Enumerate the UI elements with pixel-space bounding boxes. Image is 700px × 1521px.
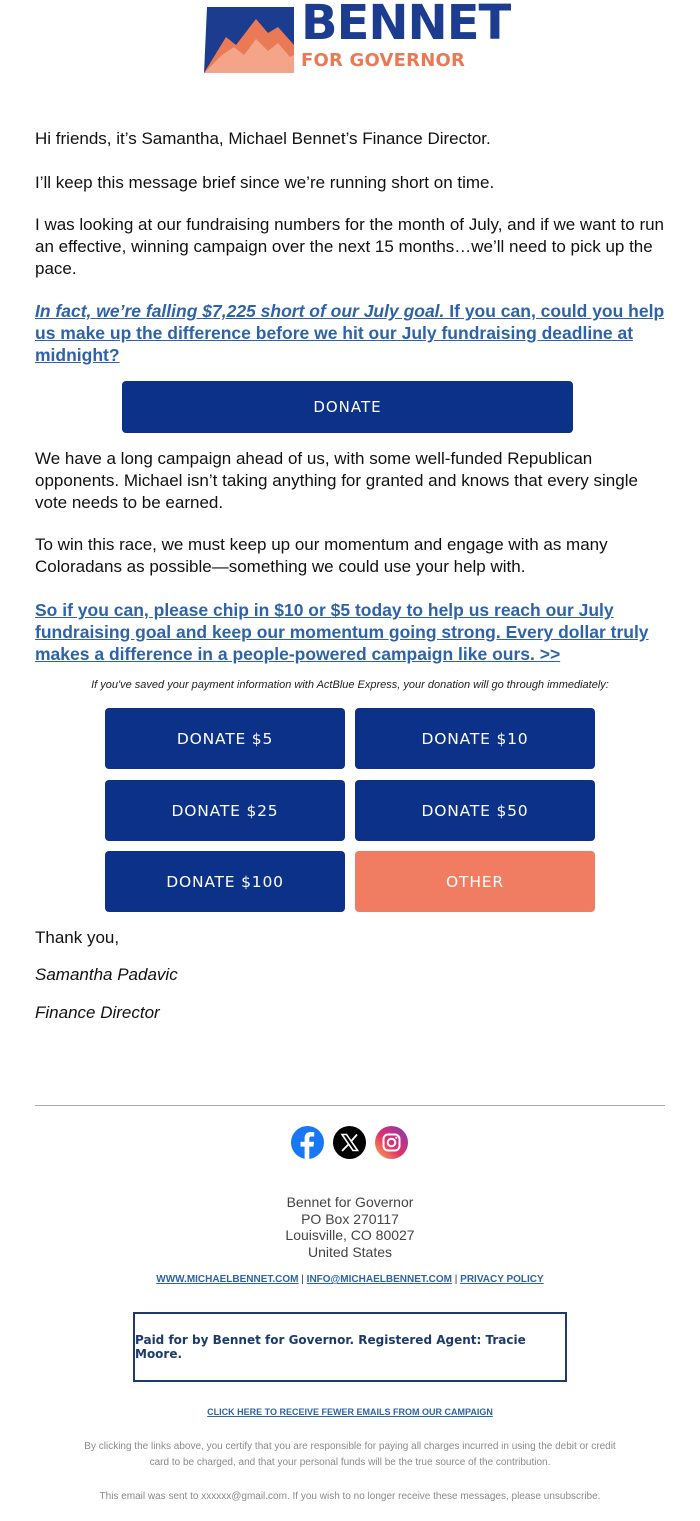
donate-10-button[interactable]: DONATE $10 <box>355 708 595 769</box>
campaign-paragraph: We have a long campaign ahead of us, with some well-funded Republican opponents. Michael isn’t taking anything for granted and knows that every single vote needs to be earned. <box>35 449 638 512</box>
shortfall-rest: If you can, could you help us make up the difference before we hit our July fundraising deadline at midnight? <box>35 301 665 365</box>
signer-name: Samantha Padavic <box>35 965 178 984</box>
brief-paragraph: I’ll keep this message brief since we’re running short on time. <box>35 173 495 192</box>
link-separator: | <box>301 1274 304 1285</box>
paid-for-text: Paid for by Bennet for Governor. Registered Agent: Tracie Moore. <box>135 1333 526 1361</box>
x-icon[interactable] <box>333 1126 366 1159</box>
facebook-icon[interactable] <box>291 1126 324 1159</box>
email-link[interactable]: INFO@MICHAELBENNET.COM <box>306 1274 452 1285</box>
shortfall-emphasis: In fact, we’re falling $7,225 short of our July goal. <box>35 301 445 321</box>
donate-25-button[interactable]: DONATE $25 <box>105 780 345 841</box>
address-line-2: PO Box 270117 <box>301 1211 399 1227</box>
actblue-express-note: If you've saved your payment information with ActBlue Express, your donation will go through immediately: <box>91 679 609 691</box>
link-separator: | <box>454 1274 458 1285</box>
donate-other-button[interactable]: OTHER <box>355 851 595 912</box>
paid-for-disclaimer <box>133 1312 567 1382</box>
footer-links <box>0 1274 700 1285</box>
fewer-emails-link[interactable]: CLICK HERE TO RECEIVE FEWER EMAILS FROM OUR CAMPAIGN <box>207 1407 493 1417</box>
logo-wordmark: BENNET <box>301 0 511 51</box>
logo-subtitle: FOR GOVERNOR <box>301 50 466 71</box>
numbers-paragraph: I was looking at our fundraising numbers for the month of July, and if we want to run an effective, winning campaign over the next 15 months…we’ll need to pick up the pace. <box>35 215 665 278</box>
sent-to-notice: This email was sent to xxxxxx@gmail.com. If you wish to no longer receive these messages, please unsubscribe. <box>99 1491 601 1502</box>
shortfall-donate-link[interactable] <box>35 300 665 366</box>
thanks-text: Thank you, <box>35 928 120 947</box>
chip-in-link[interactable]: So if you can, please chip in $10 or $5 today to help us reach our July fundraising goal and keep our momentum going strong. Every dollar truly makes a difference in a people-powered campaign like ours. >> <box>35 600 649 664</box>
mountain-logo-mark <box>204 5 296 75</box>
donate-100-button[interactable]: DONATE $100 <box>105 851 345 912</box>
donate-5-button[interactable]: DONATE $5 <box>105 708 345 769</box>
address-line-4: United States <box>307 1244 393 1260</box>
bennet-logo <box>204 0 511 75</box>
footer-divider <box>35 1105 665 1106</box>
legal-certification: By clicking the links above, you certify that you are responsible for paying all charges incurred in using the debit or credit card to be charged, and that your personal funds will be the true source of the contribution. <box>84 1441 616 1468</box>
address-line-3: Louisville, CO 80027 <box>285 1227 415 1243</box>
intro-paragraph: Hi friends, it’s Samantha, Michael Bennet’s Finance Director. <box>35 129 491 148</box>
momentum-paragraph: To win this race, we must keep up our momentum and engage with as many Coloradans as possible—something we could use your help with. <box>35 535 608 576</box>
website-link[interactable]: WWW.MICHAELBENNET.COM <box>156 1274 299 1285</box>
instagram-icon[interactable] <box>375 1126 408 1159</box>
donate-button[interactable]: DONATE <box>122 381 573 433</box>
signer-title: Finance Director <box>35 1003 160 1022</box>
donate-50-button[interactable]: DONATE $50 <box>355 780 595 841</box>
address-line-1: Bennet for Governor <box>286 1194 414 1210</box>
privacy-policy-link[interactable]: PRIVACY POLICY <box>460 1274 544 1285</box>
